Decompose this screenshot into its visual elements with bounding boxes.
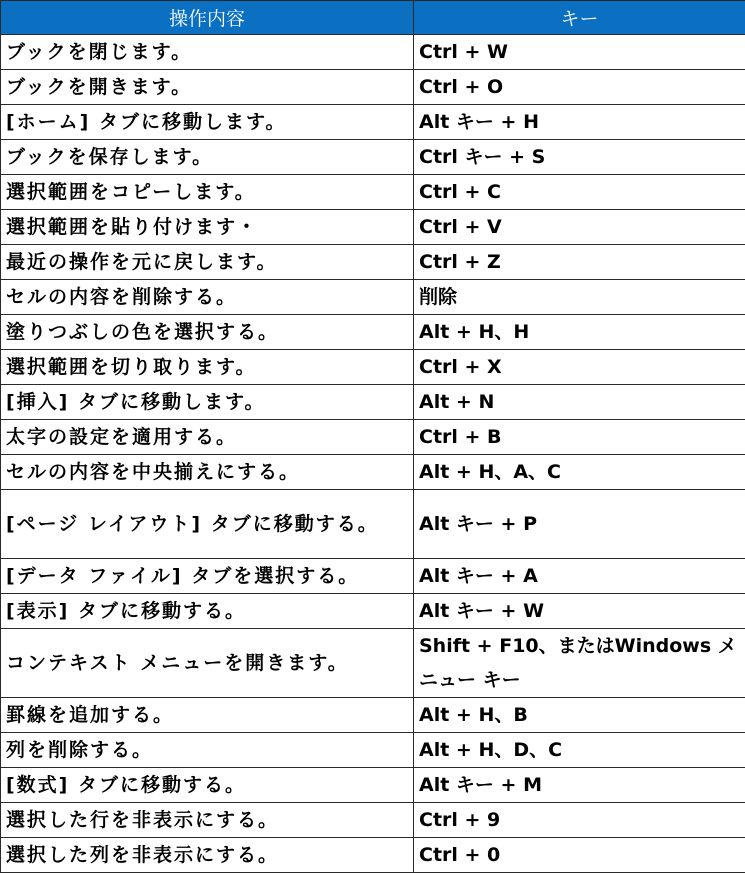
operation-cell: 列を削除する。 <box>1 733 414 768</box>
table-row <box>1 803 745 838</box>
key-cell: Ctrl + B <box>414 420 745 455</box>
operation-cell: ブックを閉じます。 <box>1 35 414 70</box>
operation-cell: セルの内容を削除する。 <box>1 280 414 315</box>
table-row <box>1 175 745 210</box>
table-row <box>1 559 745 594</box>
key-cell: Shift + F10、またはWindows メニュー キー <box>414 629 745 698</box>
key-cell: Ctrl + 9 <box>414 803 745 838</box>
operation-cell: ブックを保存します。 <box>1 140 414 175</box>
operation-cell: 選択した列を非表示にする。 <box>1 838 414 873</box>
key-cell: Alt + H、H <box>414 315 745 350</box>
key-cell: Ctrl + 0 <box>414 838 745 873</box>
table-row <box>1 210 745 245</box>
operation-cell: [データ ファイル] タブを選択する。 <box>1 559 414 594</box>
key-cell: Ctrl + O <box>414 70 745 105</box>
table-row <box>1 698 745 733</box>
key-cell: 削除 <box>414 280 745 315</box>
table-body <box>1 35 745 873</box>
key-cell: Ctrl + V <box>414 210 745 245</box>
table-row <box>1 35 745 70</box>
table-row <box>1 838 745 873</box>
table-row <box>1 350 745 385</box>
key-cell: Alt キー + H <box>414 105 745 140</box>
key-cell: Alt + N <box>414 385 745 420</box>
operation-cell: 罫線を追加する。 <box>1 698 414 733</box>
key-cell: Alt + H、A、C <box>414 455 745 490</box>
table-header <box>1 1 745 35</box>
table-row <box>1 140 745 175</box>
key-cell: Alt + H、D、C <box>414 733 745 768</box>
operation-cell: 最近の操作を元に戻します。 <box>1 245 414 280</box>
key-cell: Alt + H、B <box>414 698 745 733</box>
table-row <box>1 768 745 803</box>
header-key: キー <box>414 1 745 35</box>
operation-cell: ブックを開きます。 <box>1 70 414 105</box>
key-cell: Ctrl + W <box>414 35 745 70</box>
key-cell: Ctrl + Z <box>414 245 745 280</box>
operation-cell: 選択範囲を切り取ります。 <box>1 350 414 385</box>
key-cell: Ctrl + C <box>414 175 745 210</box>
key-cell: Alt キー + P <box>414 490 745 559</box>
table-row <box>1 629 745 698</box>
operation-cell: コンテキスト メニューを開きます。 <box>1 629 414 698</box>
operation-cell: [数式] タブに移動する。 <box>1 768 414 803</box>
key-cell: Alt キー + W <box>414 594 745 629</box>
header-operation: 操作内容 <box>1 1 414 35</box>
table-row <box>1 733 745 768</box>
key-cell: Ctrl キー + S <box>414 140 745 175</box>
table-row <box>1 385 745 420</box>
table-row <box>1 245 745 280</box>
table-row <box>1 315 745 350</box>
table-row <box>1 455 745 490</box>
operation-cell: 太字の設定を適用する。 <box>1 420 414 455</box>
operation-cell: セルの内容を中央揃えにする。 <box>1 455 414 490</box>
operation-cell: [ページ レイアウト] タブに移動する。 <box>1 490 414 559</box>
table-row <box>1 420 745 455</box>
operation-cell: 塗りつぶしの色を選択する。 <box>1 315 414 350</box>
header-row <box>1 1 745 35</box>
key-cell: Alt キー + M <box>414 768 745 803</box>
operation-cell: 選択した行を非表示にする。 <box>1 803 414 838</box>
operation-cell: 選択範囲をコピーします。 <box>1 175 414 210</box>
table-row <box>1 105 745 140</box>
operation-cell: [挿入] タブに移動します。 <box>1 385 414 420</box>
table-row <box>1 280 745 315</box>
table-row <box>1 594 745 629</box>
operation-cell: [表示] タブに移動する。 <box>1 594 414 629</box>
operation-cell: 選択範囲を貼り付けます・ <box>1 210 414 245</box>
table-row <box>1 70 745 105</box>
operation-cell: [ホーム] タブに移動します。 <box>1 105 414 140</box>
key-cell: Alt キー + A <box>414 559 745 594</box>
key-cell: Ctrl + X <box>414 350 745 385</box>
table-row <box>1 490 745 559</box>
